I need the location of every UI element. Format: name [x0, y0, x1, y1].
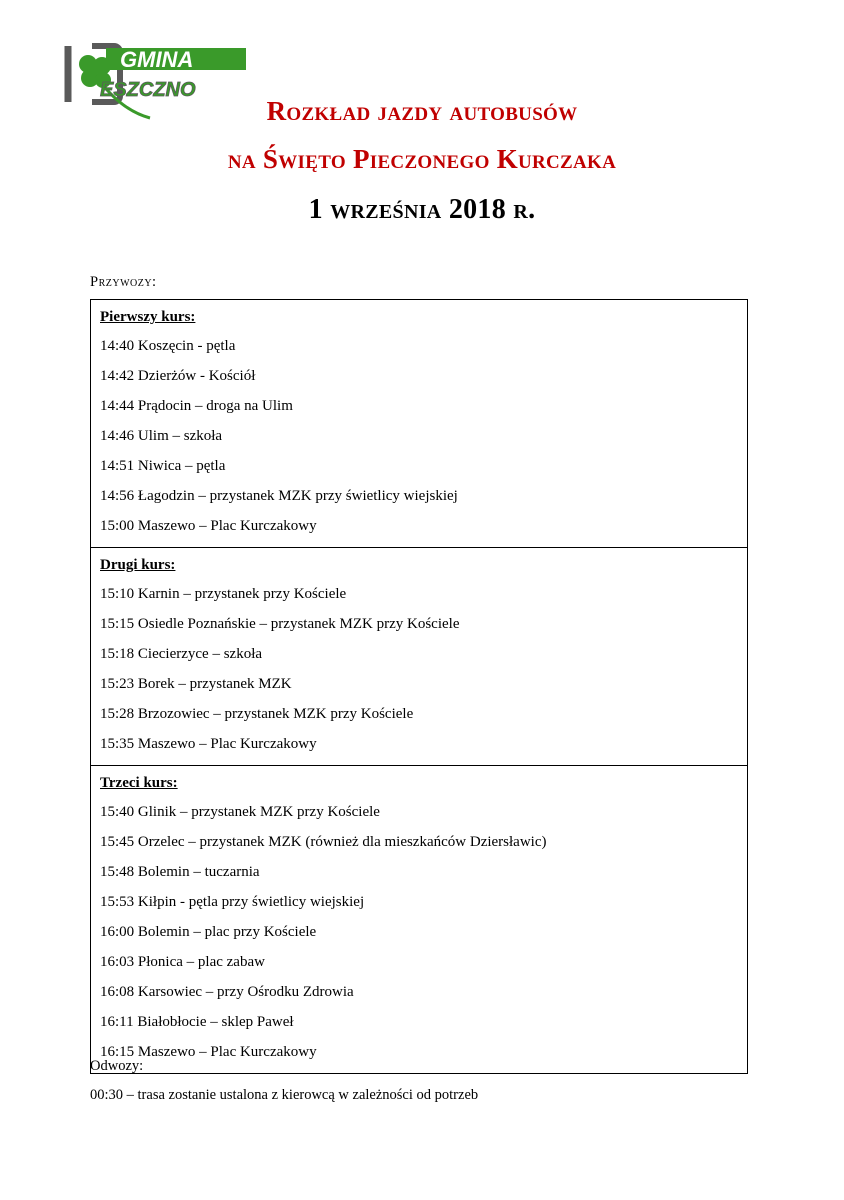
stop-row: 15:45 Orzelec – przystanek MZK (również dla mieszkańców Dziersławic): [100, 834, 547, 850]
stop-row: 14:56 Łagodzin – przystanek MZK przy świetlicy wiejskiej: [100, 488, 458, 504]
stop-row: 15:00 Maszewo – Plac Kurczakowy: [100, 518, 317, 534]
title-line-2: na Święto Pieczonego Kurczaka: [227, 144, 617, 174]
stop-row: 15:23 Borek – przystanek MZK: [100, 676, 292, 692]
schedule-table: [90, 299, 748, 1074]
stop-row: 14:46 Ulim – szkoła: [100, 428, 223, 444]
course-title: Trzeci kurs:: [100, 775, 178, 791]
stop-row: 16:08 Karsowiec – przy Ośrodku Zdrowia: [100, 984, 354, 1000]
stop-row: 15:28 Brzozowiec – przystanek MZK przy Kościele: [100, 706, 414, 722]
stop-row: 15:53 Kiłpin - pętla przy świetlicy wiejskiej: [100, 894, 365, 910]
stop-row: 14:40 Koszęcin - pętla: [100, 338, 236, 354]
stop-row: 16:11 Białobłocie – sklep Paweł: [100, 1014, 294, 1030]
odwozy-text: 00:30 – trasa zostanie ustalona z kierowcą w zależności od potrzeb: [90, 1087, 479, 1103]
odwozy-label: Odwozy:: [90, 1058, 144, 1074]
stop-row: 16:03 Płonica – plac zabaw: [100, 954, 265, 970]
stop-row: 16:15 Maszewo – Plac Kurczakowy: [100, 1044, 317, 1060]
stop-row: 14:44 Prądocin – droga na Ulim: [100, 398, 293, 414]
stop-row: 15:18 Ciecierzyce – szkoła: [100, 646, 263, 662]
stop-row: 15:15 Osiedle Poznańskie – przystanek MZK przy Kościele: [100, 616, 460, 632]
title-line-1: Rozkład jazdy autobusów: [266, 96, 578, 126]
stop-row: 14:42 Dzierżów - Kościół: [100, 368, 256, 384]
stop-row: 15:10 Karnin – przystanek przy Kościele: [100, 586, 347, 602]
title-date: 1 września 2018 r.: [308, 194, 536, 225]
stop-row: 16:00 Bolemin – plac przy Kościele: [100, 924, 317, 940]
stop-row: 15:35 Maszewo – Plac Kurczakowy: [100, 736, 317, 752]
svg-text:GMINA: GMINA: [120, 47, 194, 72]
przywozy-label: Przywozy:: [90, 274, 157, 290]
course-title: Pierwszy kurs:: [100, 309, 196, 325]
svg-text:ESZCZNO: ESZCZNO: [100, 79, 196, 101]
course-block-1: [91, 300, 747, 548]
course-title: Drugi kurs:: [100, 557, 176, 573]
stop-row: 14:51 Niwica – pętla: [100, 458, 226, 474]
course-block-2: [91, 548, 747, 766]
stop-row: 15:48 Bolemin – tuczarnia: [100, 864, 260, 880]
course-block-3: [91, 766, 747, 1074]
stop-row: 15:40 Glinik – przystanek MZK przy Kościele: [100, 804, 380, 820]
